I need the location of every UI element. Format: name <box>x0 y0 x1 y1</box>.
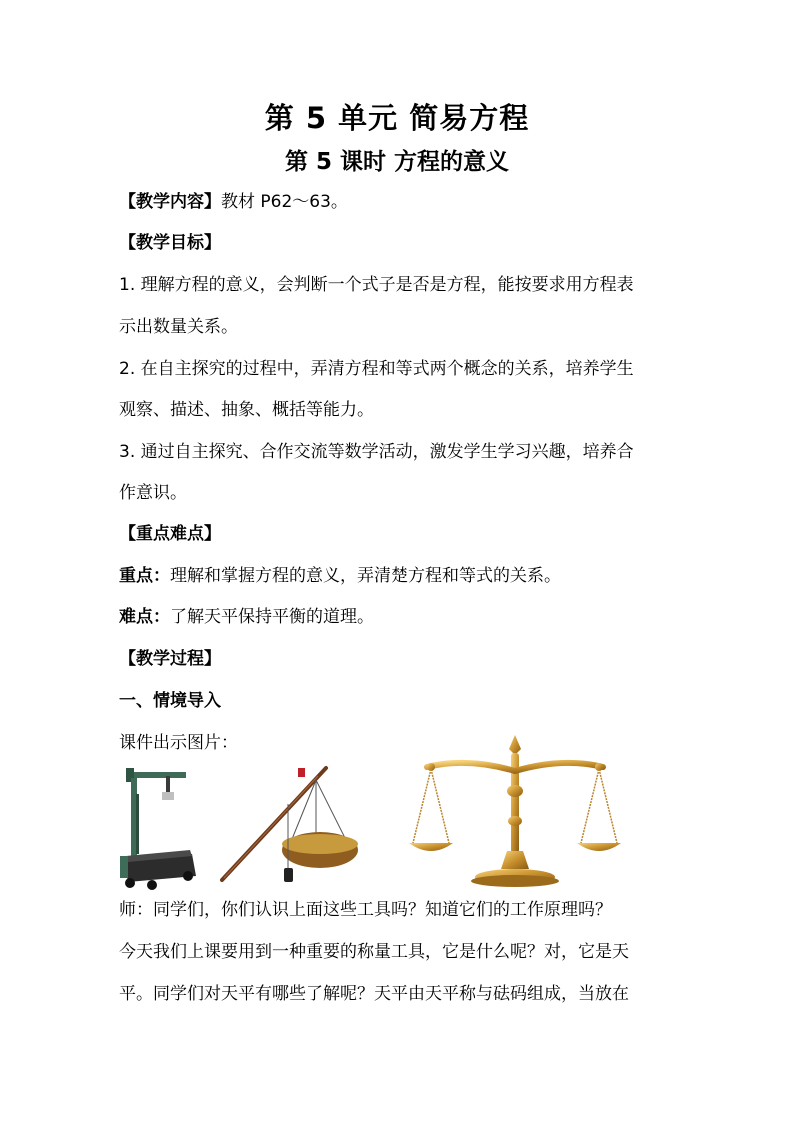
teacher-line-3: 平。同学们对天平有哪些了解呢？天平由天平称与砝码组成，当放在 <box>119 984 629 1004</box>
content-line <box>119 190 689 214</box>
goals-heading: 【教学目标】 <box>119 233 221 253</box>
balance-scale-image <box>407 731 623 891</box>
difficulty-line <box>119 605 689 629</box>
goal-1-line-2: 示出数量关系。 <box>119 317 238 337</box>
show-images-line: 课件出示图片： <box>119 733 238 753</box>
goal-3-line-1: 3. 通过自主探究、合作交流等数学活动，激发学生学习兴趣，培养合 <box>119 442 634 462</box>
goal-3-line-2: 作意识。 <box>119 483 187 503</box>
key-point-line <box>119 564 689 588</box>
steelyard-scale-image <box>216 764 362 888</box>
unit-title: 第 5 单元 简易方程 <box>264 101 530 135</box>
key-point-label: 重点： <box>119 566 170 586</box>
process-heading: 【教学过程】 <box>119 649 221 669</box>
lesson-title: 第 5 课时 方程的意义 <box>284 149 510 175</box>
goal-1-line-1: 1. 理解方程的意义，会判断一个式子是否是方程，能按要求用方程表 <box>119 275 634 295</box>
platform-scale-image <box>118 764 198 892</box>
difficulty-label: 难点： <box>119 607 170 627</box>
goal-2-line-2: 观察、描述、抽象、概括等能力。 <box>119 400 374 420</box>
content-label: 【教学内容】 <box>119 192 221 212</box>
teacher-line-1: 师：同学们，你们认识上面这些工具吗？知道它们的工作原理吗？ <box>119 900 612 920</box>
teacher-line-2: 今天我们上课要用到一种重要的称量工具，它是什么呢？对，它是天 <box>119 942 629 962</box>
key-points-heading: 【重点难点】 <box>119 524 221 544</box>
section-1-heading: 一、情境导入 <box>119 691 221 711</box>
goal-2-line-1: 2. 在自主探究的过程中，弄清方程和等式两个概念的关系，培养学生 <box>119 359 634 379</box>
difficulty-text: 了解天平保持平衡的道理。 <box>170 607 374 627</box>
content-text: 教材 P62～63。 <box>221 192 348 212</box>
key-point-text: 理解和掌握方程的意义，弄清楚方程和等式的关系。 <box>170 566 561 586</box>
